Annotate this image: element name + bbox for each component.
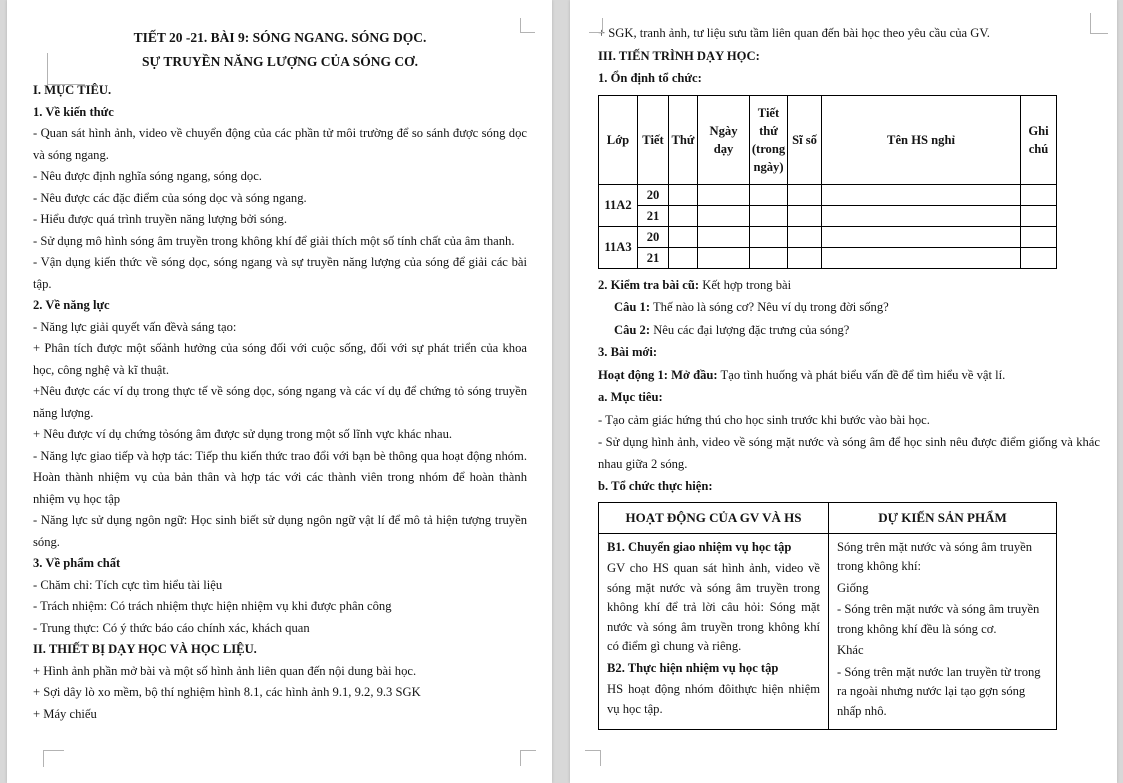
- page-left[interactable]: [7, 0, 552, 783]
- period-cell: 20: [638, 184, 669, 205]
- page-right[interactable]: [570, 0, 1117, 783]
- schedule-header-cell: Thứ: [669, 95, 698, 184]
- paragraph: Giống: [837, 580, 869, 595]
- heading-paragraph: 3. Về phẩm chất: [33, 556, 121, 570]
- heading-paragraph: B2. Thực hiện nhiệm vụ học tập: [607, 660, 779, 675]
- period-cell: 20: [638, 226, 669, 247]
- paragraph: - Hiểu được quá trình truyền năng lượng bởi sóng.: [33, 212, 287, 226]
- paragraph: Câu 1: Thế nào là sóng cơ? Nêu ví dụ trong đời sống?: [614, 300, 889, 314]
- empty-cell: [822, 226, 1021, 247]
- empty-cell: [788, 184, 822, 205]
- empty-cell: [788, 247, 822, 268]
- class-cell: 11A3: [599, 226, 638, 268]
- empty-cell: [788, 226, 822, 247]
- paragraph: +Nêu được các ví dụ trong thực tế về sóng dọc, sóng ngang và các ví dụ để chứng tỏ sóng truyền năng lượng.: [33, 384, 527, 420]
- right-page-middle: [598, 275, 1100, 498]
- heading-paragraph: 1. Về kiến thức: [33, 104, 114, 119]
- crop-mark: [520, 750, 536, 766]
- paragraph: - Sóng trên mặt nước và sóng âm truyền trong không khí đều là sóng cơ.: [837, 602, 1040, 636]
- paragraph: - Tạo cảm giác hứng thú cho học sinh trước khi bước vào bài học.: [598, 412, 930, 427]
- paragraph: - Năng lực giải quyết vấn đềvà sáng tạo:: [33, 319, 237, 334]
- paragraph: - Sử dụng hình ảnh, video về sóng mặt nước và sóng âm để học sinh nêu được điểm giống và khác nhau giữa 2 sóng.: [598, 435, 1100, 471]
- paragraph: - Năng lực giao tiếp và hợp tác: Tiếp thu kiến thức trao đổi với bạn bè thông qua hoạt động nhóm. Hoàn thành nhiệm vụ của bản thân và hợp tác với các thành viên trong nhóm để hoàn thành nhiệm vụ học tập: [33, 448, 527, 506]
- crop-mark: [47, 53, 85, 85]
- empty-cell: [1021, 184, 1057, 205]
- paragraph: - Trách nhiệm: Có trách nhiệm thực hiện nhiệm vụ khi được phân công: [33, 599, 392, 613]
- heading-paragraph: 3. Bài mới:: [598, 345, 658, 359]
- heading-paragraph: a. Mục tiêu:: [598, 390, 663, 404]
- activity-body-row: [599, 533, 1057, 730]
- paragraph: - Trung thực: Có ý thức báo cáo chính xác, khách quan: [33, 620, 310, 635]
- empty-cell: [698, 247, 750, 268]
- paragraph: - Sóng trên mặt nước lan truyền từ trong ra ngoài nhưng nước lại tạo gợn sóng nhấp nhô.: [837, 664, 1041, 718]
- schedule-header-cell: Tiết thứ (trong ngày): [750, 95, 788, 184]
- paragraph: HS hoạt động nhóm đôithực hiện nhiệm vụ học tập.: [607, 682, 820, 716]
- empty-cell: [750, 247, 788, 268]
- paragraph: GV cho HS quan sát hình ảnh, video về sóng mặt nước và sóng âm truyền trong không khí để trả lời câu hỏi: Sóng mặt nước và sóng âm truyền trong không khí có điểm gì chung và riêng.: [607, 561, 820, 653]
- paragraph: + Máy chiếu: [33, 706, 97, 721]
- page-left-content: [7, 0, 552, 725]
- paragraph: 2. Kiểm tra bài cũ: Kết hợp trong bài: [598, 277, 792, 292]
- crop-mark: [1090, 13, 1108, 34]
- paragraph: - Quan sát hình ảnh, video về chuyển động của các phần tử môi trường để so sánh được sóng dọc và sóng ngang.: [33, 126, 527, 162]
- right-page-intro: [598, 23, 1100, 90]
- crop-mark: [43, 750, 64, 767]
- heading-paragraph: 1. Ổn định tổ chức:: [598, 71, 702, 85]
- class-cell: 11A2: [599, 184, 638, 226]
- schedule-header-cell: Ghi chú: [1021, 95, 1057, 184]
- empty-cell: [750, 205, 788, 226]
- heading-paragraph: III. TIẾN TRÌNH DẠY HỌC:: [598, 48, 760, 63]
- schedule-row: [599, 226, 1057, 247]
- empty-cell: [750, 226, 788, 247]
- empty-cell: [822, 184, 1021, 205]
- empty-cell: [669, 247, 698, 268]
- lesson-title: [33, 26, 527, 74]
- activity-cell-sanpham: [829, 533, 1057, 730]
- empty-cell: [669, 205, 698, 226]
- empty-cell: [750, 184, 788, 205]
- crop-mark: [589, 18, 603, 33]
- heading-paragraph: B1. Chuyển giao nhiệm vụ học tập: [607, 539, 792, 554]
- schedule-header-cell: Lớp: [599, 95, 638, 184]
- empty-cell: [1021, 226, 1057, 247]
- empty-cell: [698, 184, 750, 205]
- paragraph: Hoạt động 1: Mở đầu: Tạo tình huống và phát biểu vấn đề để tìm hiểu về vật lí.: [598, 367, 1006, 382]
- empty-cell: [788, 205, 822, 226]
- empty-cell: [698, 205, 750, 226]
- paragraph: + Phân tích được một sốảnh hưởng của sóng đối với cuộc sống, đối với sự phát triển của khoa học, công nghệ và kĩ thuật.: [33, 341, 527, 377]
- paragraph: + Sợi dây lò xo mềm, bộ thí nghiệm hình 8.1, các hình ảnh 9.1, 9.2, 9.3 SGK: [33, 685, 421, 699]
- paragraph: Câu 2: Nêu các đại lượng đặc trưng của sóng?: [614, 322, 850, 337]
- page-right-content: [570, 0, 1117, 730]
- paragraph: + Hình ảnh phần mở bài và một số hình ảnh liên quan đến nội dung bài học.: [33, 663, 417, 678]
- activity-table: [598, 502, 1057, 731]
- schedule-header-row: [599, 95, 1057, 184]
- paragraph: - Nêu được định nghĩa sóng ngang, sóng dọc.: [33, 169, 262, 183]
- crop-mark: [585, 750, 601, 766]
- empty-cell: [1021, 247, 1057, 268]
- activity-header-row: [599, 502, 1057, 533]
- left-page-body: [33, 80, 527, 725]
- heading-paragraph: b. Tổ chức thực hiện:: [598, 479, 713, 493]
- paragraph: Khác: [837, 643, 864, 657]
- heading-paragraph: 2. Về năng lực: [33, 298, 110, 312]
- empty-cell: [669, 226, 698, 247]
- schedule-row: [599, 247, 1057, 268]
- empty-cell: [1021, 205, 1057, 226]
- period-cell: 21: [638, 205, 669, 226]
- paragraph: - Vận dụng kiến thức về sóng dọc, sóng ngang và sự truyền năng lượng của sóng để giải các bài tập.: [33, 255, 527, 291]
- paragraph: - Nêu được các đặc điểm của sóng dọc và sóng ngang.: [33, 190, 307, 205]
- schedule-row: [599, 184, 1057, 205]
- schedule-header-cell: Tiết: [638, 95, 669, 184]
- activity-header-gv: HOẠT ĐỘNG CỦA GV VÀ HS: [599, 502, 829, 533]
- empty-cell: [669, 184, 698, 205]
- crop-mark: [520, 18, 535, 33]
- schedule-header-cell: Sĩ số: [788, 95, 822, 184]
- schedule-table: [598, 95, 1057, 269]
- heading-paragraph: II. THIẾT BỊ DẠY HỌC VÀ HỌC LIỆU.: [33, 642, 257, 656]
- activity-header-sanpham: DỰ KIẾN SẢN PHẨM: [829, 502, 1057, 533]
- paragraph: + SGK, tranh ảnh, tư liệu sưu tầm liên quan đến bài học theo yêu cầu của GV.: [598, 26, 990, 40]
- schedule-header-cell: Tên HS nghỉ: [822, 95, 1021, 184]
- schedule-row: [599, 205, 1057, 226]
- empty-cell: [822, 247, 1021, 268]
- lesson-title-line1: TIẾT 20 -21. BÀI 9: SÓNG NGANG. SÓNG DỌC.: [133, 30, 427, 45]
- period-cell: 21: [638, 247, 669, 268]
- lesson-title-line2: SỰ TRUYỀN NĂNG LƯỢNG CỦA SÓNG CƠ.: [142, 54, 418, 69]
- activity-cell-gv-hs: [599, 533, 829, 730]
- paragraph: - Sử dụng mô hình sóng âm truyền trong không khí để giải thích một số tính chất của âm thanh.: [33, 233, 515, 248]
- heading-paragraph: I. MỤC TIÊU.: [33, 83, 112, 97]
- paragraph: - Năng lực sử dụng ngôn ngữ: Học sinh biết sử dụng ngôn ngữ vật lí để mô tả hiện tượng truyền sóng.: [33, 513, 527, 549]
- empty-cell: [822, 205, 1021, 226]
- paragraph: Sóng trên mặt nước và sóng âm truyền trong không khí:: [837, 539, 1033, 573]
- paragraph: + Nêu được ví dụ chứng tỏsóng âm được sử dụng trong một số lĩnh vực khác nhau.: [33, 427, 453, 441]
- empty-cell: [698, 226, 750, 247]
- paragraph: - Chăm chỉ: Tích cực tìm hiểu tài liệu: [33, 577, 223, 592]
- schedule-header-cell: Ngày dạy: [698, 95, 750, 184]
